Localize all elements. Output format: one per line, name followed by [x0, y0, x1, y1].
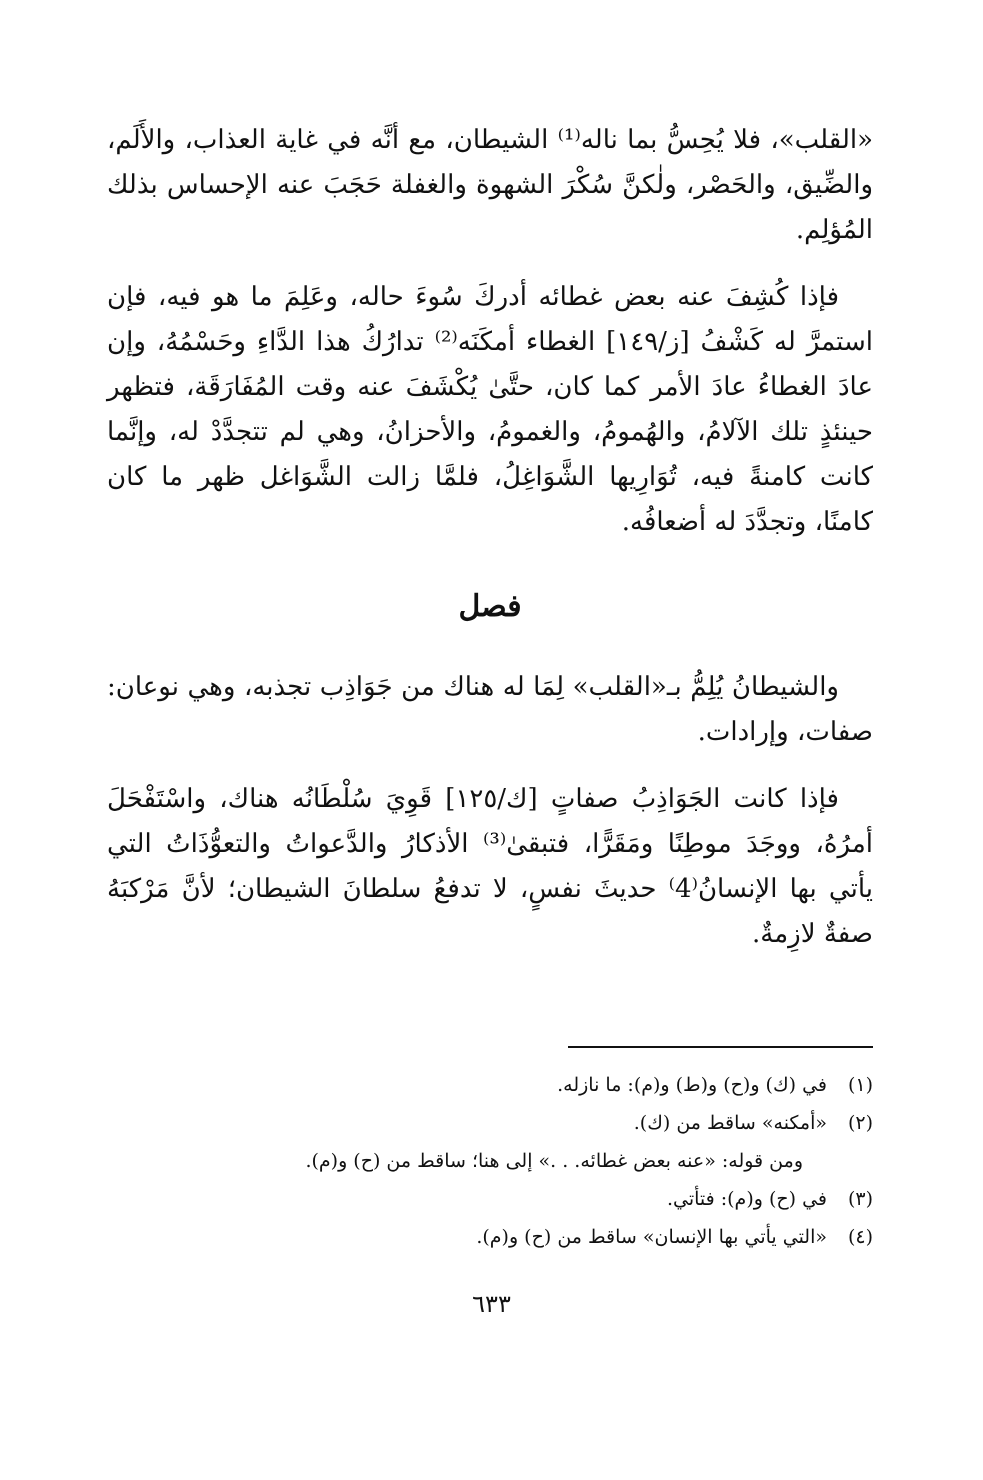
paragraph-3: والشيطانُ يُلِمُّ بـ«القلب» لِمَا له هناك من جَوَاذِب تجذبه، وهي نوعان: صفات، وإرادات. — [107, 672, 873, 747]
footnote-number: (٤) — [847, 1226, 873, 1248]
footnote-text: في (ح) و(م): فتأتي. — [666, 1188, 827, 1210]
footnote-number: (٣) — [847, 1188, 873, 1210]
footnote-text: في (ك) و(ح) و(ط) و(م): ما نازله. — [557, 1074, 827, 1096]
paragraph-1: «القلب»، فلا يُحِسُّ بما ناله⁽¹⁾ الشيطان، مع أنَّه في غاية العذاب، والأَلَم، والضِّيق، والحَصْر، ولٰكنَّ سُكْرَ الشهوة والغفلة حَجَبَ عنه الإحساس بذلك المُؤلِم. — [107, 125, 873, 245]
section-heading: فصل — [458, 589, 522, 624]
footnote-text: «أمكنه» ساقط من (ك). — [633, 1112, 827, 1134]
page-number: ٦٣٣ — [472, 1290, 511, 1318]
paragraph-4: فإذا كانت الجَوَاذِبُ صفاتٍ [ك/١٢٥] قَوِيَ سُلْطَانُه هناك، واسْتَفْحَلَ أمرُهُ، ووجَدَ موطِنًا ومَقَرًّا، فتبقىٰ⁽³⁾ الأذكارُ والدَّعواتُ والتعوُّذَاتُ التي يأتي بها الإنسانُ⁽4⁾ حديثَ نفسٍ، لا تدفعُ سلطانَ الشيطان؛ لأنَّ مَرْكبَهُ صفةٌ لازِمةٌ. — [107, 784, 873, 949]
paragraph-2: فإذا كُشِفَ عنه بعض غطائه أدركَ سُوءَ حاله، وعَلِمَ ما هو فيه، فإن استمرَّ له كَشْفُ [ز/١٤٩] الغطاء أمكَنَه⁽²⁾ تدارُكُ هذا الدَّاءِ وحَسْمُهُ، وإن عادَ الغطاءُ عادَ الأمر كما كان، حتَّىٰ يُكْشَفَ عنه وقت المُفَارَقَة، فتظهر حينئذٍ تلك الآلامُ، والهُمومُ، والغمومُ، والأحزانُ، وهي لم تتجدَّدْ له، وإنَّما كانت كامنةً فيه، تُوَارِيها الشَّوَاغِلُ، فلمَّا زالت الشَّوَاغل ظهر ما كان كامنًا، وتجدَّدَ له أضعافُه. — [107, 282, 873, 537]
footnotes — [107, 1066, 873, 1256]
footnote-number: (٢) — [847, 1112, 873, 1134]
footnote-divider — [568, 1046, 873, 1048]
footnote-2-continued — [107, 1142, 873, 1180]
footnote-3 — [107, 1180, 873, 1218]
footnote-text: ومن قوله: «عنه بعض غطائه. . .» إلى هنا؛ ساقط من (ح) و(م). — [305, 1150, 803, 1172]
footnote-1 — [107, 1066, 873, 1104]
footnote-2 — [107, 1104, 873, 1142]
footnote-number: (١) — [847, 1074, 873, 1096]
footnote-text: «التي يأتي بها الإنسان» ساقط من (ح) و(م). — [476, 1226, 827, 1248]
footnote-4 — [107, 1218, 873, 1256]
page-body — [107, 118, 873, 957]
